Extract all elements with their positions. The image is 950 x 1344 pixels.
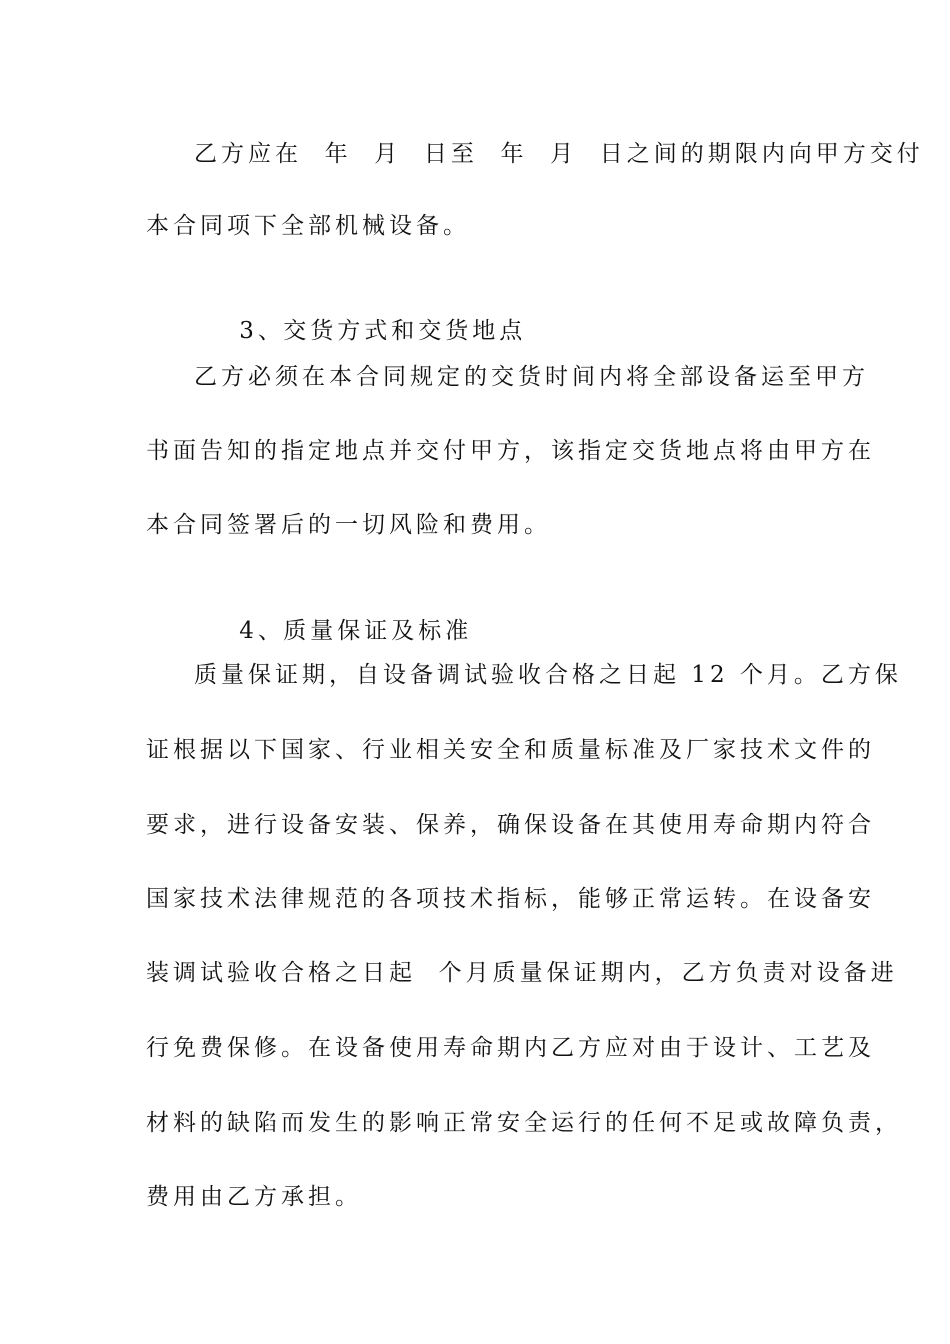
- paragraph-line: 国家技术法律规范的各项技术指标，能够正常运转。在设备安: [146, 886, 875, 912]
- paragraph-line: 质量保证期，自设备调试验收合格之日起 12 个月。乙方保: [194, 662, 902, 688]
- paragraph-line: 证根据以下国家、行业相关安全和质量标准及厂家技术文件的: [146, 737, 875, 763]
- section-number: 4、: [239, 618, 285, 644]
- section-heading-4: [194, 586, 884, 644]
- paragraph-line: 材料的缺陷而发生的影响正常安全运行的任何不足或故障负责，: [146, 1110, 902, 1136]
- paragraph-line: 本合同签署后的一切风险和费用。: [146, 512, 551, 538]
- section-title: 质量保证及标准: [283, 618, 473, 644]
- paragraph-line: 乙方应在 年 月 日至 年 月 日之间的期限内向甲方交付: [194, 141, 924, 167]
- paragraph-line: 装调试验收合格之日起 个月质量保证期内，乙方负责对设备进: [146, 960, 898, 986]
- paragraph-line: 乙方必须在本合同规定的交货时间内将全部设备运至甲方: [194, 364, 869, 390]
- section-title: 交货方式和交货地点: [283, 318, 527, 344]
- section-number: 3、: [239, 318, 285, 344]
- paragraph-line: 要求，进行设备安装、保养，确保设备在其使用寿命期内符合: [146, 812, 875, 838]
- paragraph-line: 书面告知的指定地点并交付甲方，该指定交货地点将由甲方在: [146, 438, 875, 464]
- paragraph-line: 本合同项下全部机械设备。: [146, 213, 470, 239]
- section-heading-3: [194, 286, 884, 344]
- paragraph-line: 行免费保修。在设备使用寿命期内乙方应对由于设计、工艺及: [146, 1035, 875, 1061]
- paragraph-line: 费用由乙方承担。: [146, 1184, 362, 1210]
